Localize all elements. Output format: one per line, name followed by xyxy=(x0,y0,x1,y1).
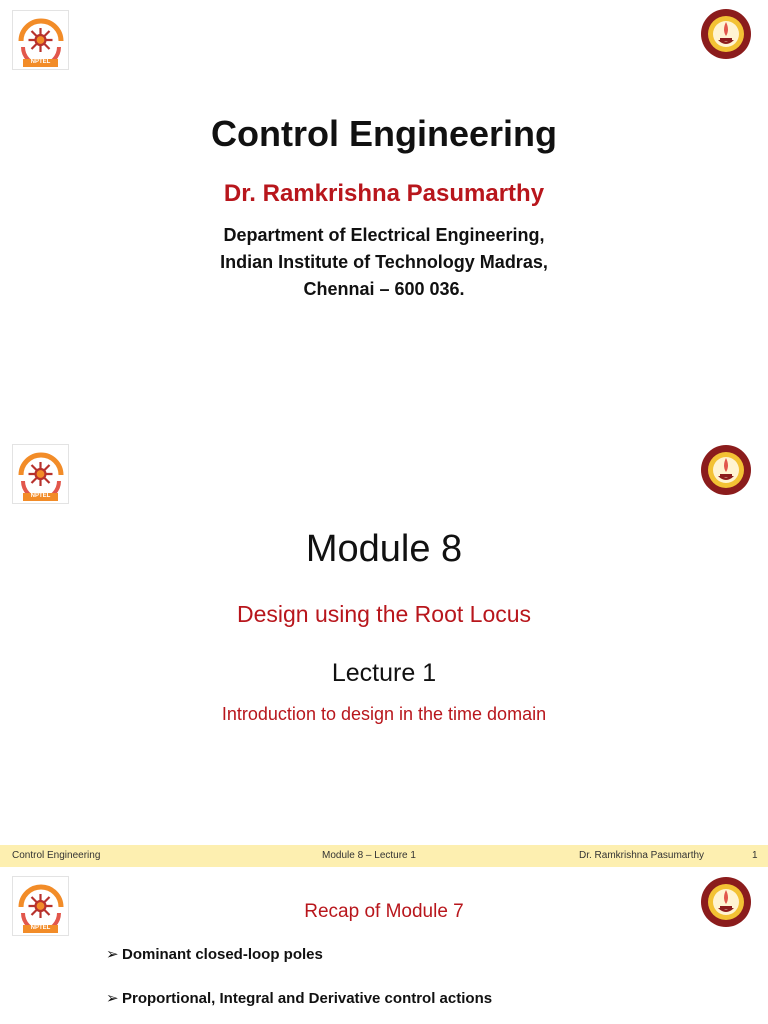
footer-module-lecture: Module 8 – Lecture 1 xyxy=(322,850,416,861)
department-line: Department of Electrical Engineering, xyxy=(223,225,545,245)
lecture-topic: Introduction to design in the time domain xyxy=(221,704,547,724)
arrow-bullet-icon: ➢ xyxy=(106,990,119,1007)
slide-footer xyxy=(0,845,768,867)
nptel-logo-icon xyxy=(12,444,69,504)
nptel-logo-text: NPTEL xyxy=(30,59,51,65)
recap-slide xyxy=(0,868,768,1024)
arrow-bullet-icon: ➢ xyxy=(106,946,119,963)
footer-course: Control Engineering xyxy=(12,850,101,861)
institute-line: Indian Institute of Technology Madras, xyxy=(220,252,548,272)
module-slide xyxy=(0,434,768,838)
bullet-text: Proportional, Integral and Derivative control actions xyxy=(122,990,493,1007)
title-slide xyxy=(0,0,768,420)
iit-madras-seal-icon xyxy=(700,444,752,496)
address-line: Chennai – 600 036. xyxy=(303,279,465,299)
lecture-title: Lecture 1 xyxy=(331,659,437,687)
nptel-logo-text: NPTEL xyxy=(30,925,51,931)
module-subtitle: Design using the Root Locus xyxy=(236,601,532,627)
course-title: Control Engineering xyxy=(211,113,557,154)
bullet-text: Dominant closed-loop poles xyxy=(122,946,323,963)
bullet-item xyxy=(106,945,323,963)
author-name: Dr. Ramkrishna Pasumarthy xyxy=(223,180,545,207)
iit-madras-seal-icon xyxy=(700,8,752,60)
footer-author: Dr. Ramkrishna Pasumarthy xyxy=(579,850,705,861)
footer-page-number: 1 xyxy=(752,850,758,861)
bullet-item xyxy=(106,989,492,1007)
department-block xyxy=(0,222,768,303)
nptel-logo-icon xyxy=(12,10,69,70)
recap-title: Recap of Module 7 xyxy=(304,901,464,922)
nptel-logo-text: NPTEL xyxy=(30,493,51,499)
module-title: Module 8 xyxy=(305,528,463,570)
